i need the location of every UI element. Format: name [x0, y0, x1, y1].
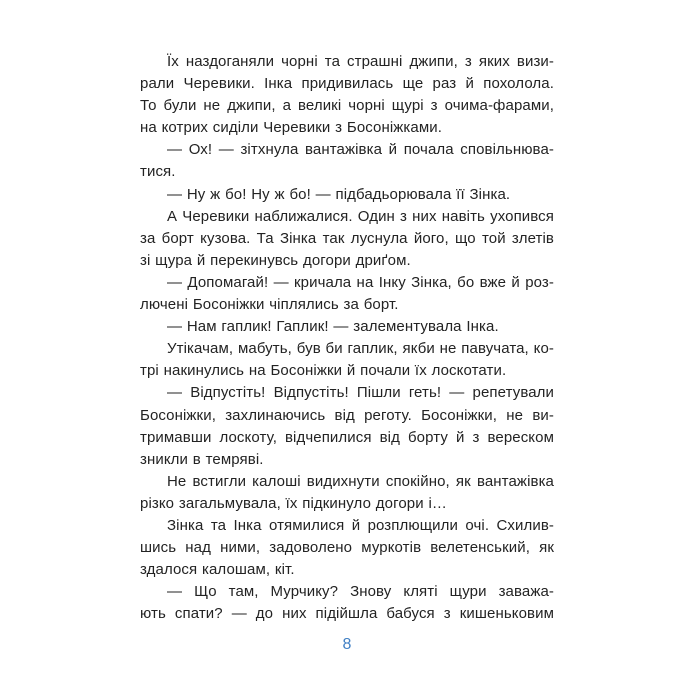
text-line: тися. [140, 163, 176, 181]
text-line: ють спати? — до них підійшла бабуся з кишеньковим [140, 605, 554, 623]
text-line: різко загальмувала, їх підкинуло догори і… [140, 494, 447, 512]
text-line: Босоніжки, захлинаючись від реготу. Босоніжки, не ви- [140, 406, 554, 424]
text-line: А Черевики наближалися. Один з них навіть ухопився [167, 207, 554, 225]
text-line: То були не джипи, а великі чорні щурі з очима-фарами, [140, 97, 554, 115]
text-line: — Ну ж бо! Ну ж бо! — підбадьорювала її Зінка. [167, 185, 511, 203]
text-line: — Що там, Мурчику? Знову кляті щури заважа- [167, 583, 554, 601]
text-line: — Допомагай! — кричала на Інку Зінка, бо вже й роз- [167, 273, 554, 291]
text-line: тримавши лоскоту, відчепилися від борту й з вереском [140, 428, 554, 446]
text-line: трі накинулись на Босоніжки й почали їх лоскотати. [140, 362, 507, 380]
text-line: лючені Босоніжки чіплялись за борт. [140, 296, 399, 314]
text-line: Зінка та Інка отямилися й розплющили очі. Схилив- [167, 516, 554, 534]
text-line: рали Черевики. Інка придивилась ще раз й похолола. [140, 75, 554, 93]
text-line: за борт кузова. Та Зінка так луснула його, що той злетів [140, 229, 554, 247]
text-line: на котрих сиділи Черевики з Босоніжками. [140, 119, 443, 137]
text-block [140, 51, 554, 625]
page-number: 8 [342, 636, 352, 653]
text-line: Утікачам, мабуть, був би гаплик, якби не павучата, ко- [167, 340, 554, 358]
text-line: Їх наздоганяли чорні та страшні джипи, з яких визи- [167, 53, 554, 70]
text-line: зі щура й перекинувсь догори дриґом. [140, 251, 411, 269]
text-line: зникли в темряві. [140, 450, 264, 468]
text-line: — Ох! — зітхнула вантажівка й почала сповільнюва- [167, 141, 554, 159]
text-line: шись над ними, задоволено муркотів велетенський, як [140, 539, 554, 557]
text-line: Не встигли калоші видихнути спокійно, як вантажівка [167, 472, 554, 490]
text-line: — Нам гаплик! Гаплик! — залементувала Інка. [167, 318, 499, 336]
text-line: — Відпустіть! Відпустіть! Пішли геть! — репетували [167, 384, 554, 402]
text-line: здалося калошам, кіт. [140, 561, 295, 579]
